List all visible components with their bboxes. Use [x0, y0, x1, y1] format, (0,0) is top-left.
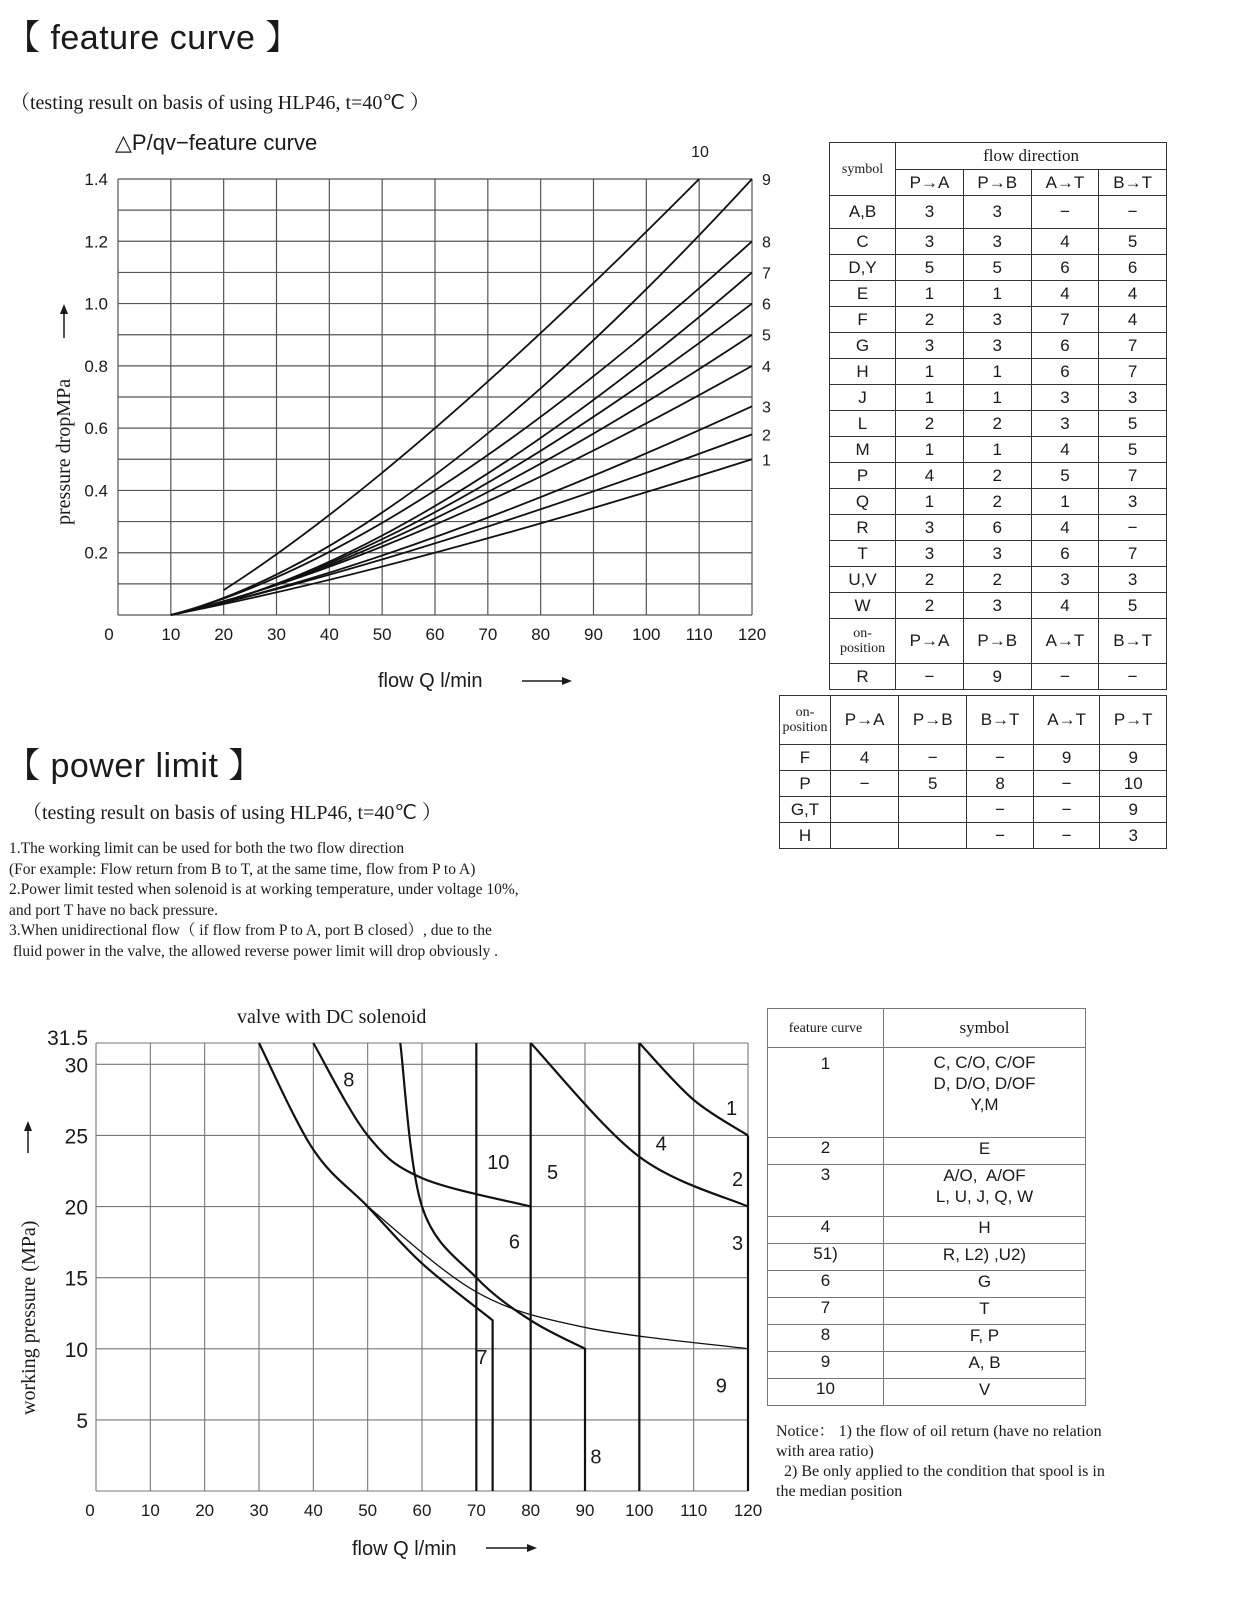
x-tick-label: 60 — [412, 1501, 432, 1520]
y-tick-label: 31.5 — [47, 1027, 88, 1050]
x-tick-label: 40 — [303, 1501, 323, 1520]
x-tick-label: 20 — [195, 1501, 215, 1520]
table-cell: − — [896, 664, 964, 690]
symbol-header: symbol — [830, 143, 896, 196]
table-row — [830, 281, 1167, 307]
table-cell: B→T — [1099, 619, 1167, 664]
chart1-ylabel: pressure dropMPa — [53, 378, 75, 525]
table-cell: 5 — [1099, 411, 1167, 437]
flow-direction-header: flow direction — [896, 143, 1167, 170]
notice-line: the median position — [776, 1483, 903, 1500]
table-cell: on- position — [830, 619, 896, 664]
x-tick-label: 100 — [632, 625, 661, 644]
row-symbol: A,B — [830, 196, 896, 229]
table-cell: P→A — [831, 696, 899, 745]
chart2-xlabel: flow Q l/min — [352, 1538, 457, 1560]
x-tick-label: 0 — [104, 625, 114, 644]
table-cell: 6 — [1031, 359, 1099, 385]
table-cell: 8 — [768, 1325, 884, 1352]
row-symbol: P — [830, 463, 896, 489]
y-tick-label: 0.6 — [84, 419, 108, 439]
table-row — [830, 255, 1167, 281]
table-cell: 3 — [896, 541, 964, 567]
x-tick-label: 50 — [372, 625, 392, 644]
table-cell: 4 — [1031, 593, 1099, 619]
table-cell: 3 — [1099, 385, 1167, 411]
table-cell: 5 — [1031, 463, 1099, 489]
table-cell: 5 — [1099, 593, 1167, 619]
series-label: 8 — [590, 1446, 602, 1469]
x-tick-label: 70 — [466, 1501, 486, 1520]
table-cell: 5 — [896, 255, 964, 281]
table-cell: 1 — [896, 385, 964, 411]
table-cell — [831, 823, 899, 849]
table-cell: 4 — [831, 745, 899, 771]
symbol-column-header: symbol — [884, 1009, 1086, 1048]
row-symbol: G — [830, 333, 896, 359]
table-cell: 1 — [963, 281, 1031, 307]
power-limit-condition: （testing result on basis of using HLP46, t=40℃ ） — [22, 802, 442, 824]
table-cell: 8 — [967, 771, 1034, 797]
series-line-7 — [259, 1043, 493, 1491]
chart1-grid — [118, 179, 752, 615]
table-cell: 7 — [768, 1298, 884, 1325]
table-cell: 1 — [1031, 489, 1099, 515]
y-tick-label: 1.2 — [84, 232, 108, 252]
table-cell: F, P — [884, 1325, 1086, 1352]
table-cell: − — [1099, 515, 1167, 541]
note-line: 1.The working limit can be used for both the two flow direction — [9, 840, 405, 857]
series-label: 8 — [343, 1069, 355, 1092]
y-tick-label: 0.8 — [84, 356, 108, 376]
table-cell: F — [780, 745, 831, 771]
table-cell: 9 — [963, 664, 1031, 690]
x-tick-label: 90 — [584, 625, 603, 644]
column-header: P→A — [896, 170, 964, 196]
table-cell: 6 — [1031, 333, 1099, 359]
table-row — [780, 823, 1167, 849]
table-cell: 3 — [963, 307, 1031, 333]
table-row — [768, 1138, 1086, 1165]
row-symbol: D,Y — [830, 255, 896, 281]
table-cell — [899, 797, 967, 823]
row-symbol: W — [830, 593, 896, 619]
table-row — [768, 1352, 1086, 1379]
table-cell: on- position — [780, 696, 831, 745]
table-cell: 5 — [1099, 437, 1167, 463]
series-label: 8 — [762, 234, 771, 252]
series-label: 4 — [762, 358, 771, 376]
table-cell: 2 — [963, 463, 1031, 489]
table-cell: P→T — [1100, 696, 1167, 745]
notice-text — [776, 1422, 1105, 1502]
chart1-series — [171, 144, 771, 615]
table-cell: A/O, A/OF L, U, J, Q, W — [884, 1165, 1086, 1217]
table-cell: 2 — [963, 489, 1031, 515]
table-row — [768, 1298, 1086, 1325]
y-tick-label: 20 — [64, 1196, 88, 1220]
table-cell: 3 — [963, 333, 1031, 359]
table-row — [830, 567, 1167, 593]
series-label: 10 — [487, 1152, 510, 1175]
table-cell: 3 — [896, 515, 964, 541]
x-tick-label: 110 — [680, 1501, 708, 1520]
table-cell: 1 — [963, 359, 1031, 385]
table-cell: − — [967, 745, 1034, 771]
table-cell: P→B — [963, 619, 1031, 664]
table-cell: P→B — [899, 696, 967, 745]
series-label: 2 — [762, 427, 771, 445]
table-cell: − — [1099, 196, 1167, 229]
power-limit-chart — [0, 995, 790, 1622]
table-cell: P — [780, 771, 831, 797]
series-label: 3 — [732, 1233, 744, 1256]
table-row — [830, 489, 1167, 515]
chart2-ylabel-arrow — [24, 1121, 32, 1153]
table-cell: E — [884, 1138, 1086, 1165]
table-cell: 3 — [768, 1165, 884, 1217]
note-line: fluid power in the valve, the allowed reverse power limit will drop obviously . — [9, 942, 498, 960]
row-symbol: E — [830, 281, 896, 307]
table-cell: 9 — [1100, 797, 1167, 823]
table-cell: 2 — [896, 593, 964, 619]
table-row — [768, 1325, 1086, 1352]
x-tick-label: 60 — [425, 625, 445, 644]
table-row — [830, 541, 1167, 567]
row-symbol: R — [830, 515, 896, 541]
table-cell: 7 — [1099, 541, 1167, 567]
table-cell: 3 — [896, 196, 964, 229]
y-tick-label: 0.2 — [84, 543, 108, 563]
row-symbol: C — [830, 229, 896, 255]
x-tick-label: 120 — [737, 625, 767, 644]
table-cell: 1 — [896, 281, 964, 307]
x-tick-label: 0 — [85, 1501, 95, 1520]
notice-line: with area ratio) — [776, 1443, 874, 1460]
table-row — [830, 593, 1167, 619]
table-cell: 9 — [768, 1352, 884, 1379]
x-tick-label: 30 — [267, 625, 286, 644]
table-cell: 3 — [896, 229, 964, 255]
table-cell: 10 — [1100, 771, 1167, 797]
table-cell: 6 — [963, 515, 1031, 541]
table-cell: 6 — [1031, 255, 1099, 281]
chart2-ylabel: working pressure (MPa) — [18, 1220, 40, 1415]
table-cell: − — [1033, 771, 1100, 797]
table-row — [780, 771, 1167, 797]
power-limit-notes — [9, 839, 519, 962]
table-cell: 10 — [768, 1379, 884, 1406]
column-header: P→B — [963, 170, 1031, 196]
row-symbol: J — [830, 385, 896, 411]
y-tick-label: 1.4 — [84, 170, 108, 189]
table-row — [830, 515, 1167, 541]
series-label: 5 — [546, 1162, 559, 1184]
table-cell: 51) — [768, 1244, 884, 1271]
y-tick-label: 0.4 — [84, 481, 108, 501]
table-cell: 9 — [1033, 745, 1100, 771]
table-cell: 2 — [963, 567, 1031, 593]
table-cell: 6 — [768, 1271, 884, 1298]
table-row — [830, 437, 1167, 463]
table-row — [768, 1217, 1086, 1244]
series-label: 3 — [762, 399, 771, 417]
table-cell: 2 — [896, 411, 964, 437]
table-row — [830, 333, 1167, 359]
table-row — [830, 196, 1167, 229]
table-cell: 3 — [1099, 567, 1167, 593]
series-label: 1 — [762, 452, 771, 470]
flow-direction-table — [829, 142, 1167, 690]
column-header: A→T — [1031, 170, 1099, 196]
table-row — [830, 411, 1167, 437]
table-cell: − — [899, 745, 967, 771]
chart1-title: △P/qv−feature curve — [115, 130, 318, 155]
series-label: 2 — [732, 1169, 744, 1192]
table-cell: 3 — [963, 541, 1031, 567]
table-cell: G,T — [780, 797, 831, 823]
table-cell: R, L2) ,U2) — [884, 1244, 1086, 1271]
x-tick-label: 110 — [685, 625, 713, 644]
table-cell: 1 — [768, 1048, 884, 1138]
table-cell: 3 — [1031, 385, 1099, 411]
table-row — [768, 1244, 1086, 1271]
table-cell: A→T — [1033, 696, 1100, 745]
y-tick-label: 5 — [76, 1409, 88, 1433]
x-tick-label: 90 — [575, 1501, 595, 1520]
table-row — [830, 463, 1167, 489]
feature-curve-heading: 【 feature curve 】 — [6, 19, 300, 57]
table-cell — [831, 797, 899, 823]
table-cell: 7 — [1099, 333, 1167, 359]
table-cell: − — [1033, 823, 1100, 849]
on-position-table — [779, 695, 1167, 849]
y-tick-label: 1.0 — [84, 294, 108, 314]
curve-symbol-table — [767, 1008, 1086, 1406]
table-row — [830, 359, 1167, 385]
table-cell: 5 — [963, 255, 1031, 281]
table-cell: 3 — [896, 333, 964, 359]
series-label: 6 — [508, 1231, 521, 1254]
column-header: B→T — [1099, 170, 1167, 196]
x-tick-label: 20 — [214, 625, 234, 644]
table-cell — [899, 823, 967, 849]
table-cell: 4 — [896, 463, 964, 489]
power-limit-heading: 【 power limit 】 — [6, 747, 263, 785]
chart1-xlabel: flow Q l/min — [378, 670, 483, 692]
table-cell: 3 — [963, 229, 1031, 255]
feature-curve-condition: （testing result on basis of using HLP46, t=40℃ ） — [10, 92, 430, 114]
chart1-ylabel-arrow — [60, 304, 68, 338]
table-cell: 3 — [963, 196, 1031, 229]
table-cell: T — [884, 1298, 1086, 1325]
table-cell: 6 — [1031, 541, 1099, 567]
table-cell: 6 — [1099, 255, 1167, 281]
x-tick-label: 10 — [140, 1501, 160, 1520]
notice-line: Notice： 1) the flow of oil return (have no relation — [776, 1423, 1102, 1440]
table-cell: 3 — [1099, 489, 1167, 515]
series-label: 6 — [762, 296, 771, 314]
x-tick-label: 70 — [478, 625, 498, 644]
note-line: 3.When unidirectional flow（ if flow from P to A, port B closed）, due to the — [9, 922, 492, 939]
table-row — [780, 797, 1167, 823]
table-cell: 2 — [768, 1138, 884, 1165]
table-cell: C, C/O, C/OF D, D/O, D/OF Y,M — [884, 1048, 1086, 1138]
table-cell: H — [884, 1217, 1086, 1244]
table-cell: A→T — [1031, 619, 1099, 664]
pressure-drop-chart — [0, 120, 790, 705]
table-row — [768, 1271, 1086, 1298]
table-cell: R — [830, 664, 896, 690]
table-cell: − — [831, 771, 899, 797]
table-cell: 5 — [1099, 229, 1167, 255]
row-symbol: Q — [830, 489, 896, 515]
table-cell: G — [884, 1271, 1086, 1298]
table-cell: 1 — [896, 489, 964, 515]
table-cell: 2 — [896, 307, 964, 333]
table-cell: 3 — [1100, 823, 1167, 849]
chart1-xlabel-arrow — [522, 677, 572, 685]
row-symbol: L — [830, 411, 896, 437]
row-symbol: T — [830, 541, 896, 567]
chart2-ticks — [47, 1027, 762, 1520]
table-row — [768, 1165, 1086, 1217]
table-cell: 7 — [1099, 463, 1167, 489]
table-row — [768, 1379, 1086, 1406]
x-tick-label: 80 — [521, 1501, 541, 1520]
table-row — [830, 664, 1167, 690]
table-cell: P→A — [896, 619, 964, 664]
table-cell: − — [1033, 797, 1100, 823]
y-tick-label: 25 — [64, 1125, 88, 1149]
table-cell: 4 — [1099, 307, 1167, 333]
series-label: 9 — [715, 1375, 727, 1398]
table-cell: − — [1031, 664, 1099, 690]
x-tick-label: 30 — [249, 1501, 269, 1520]
notice-line: 2) Be only applied to the condition that spool is in — [776, 1463, 1105, 1480]
table-cell: 1 — [963, 437, 1031, 463]
row-symbol: U,V — [830, 567, 896, 593]
x-tick-label: 120 — [733, 1501, 763, 1520]
note-line: (For example: Flow return from B to T, at the same time, flow from P to A) — [9, 860, 476, 878]
table-row — [768, 1048, 1086, 1138]
table-cell: 2 — [896, 567, 964, 593]
table-cell: 4 — [768, 1217, 884, 1244]
x-tick-label: 50 — [358, 1501, 378, 1520]
x-tick-label: 100 — [625, 1501, 654, 1520]
table-cell: 3 — [963, 593, 1031, 619]
y-tick-label: 10 — [64, 1338, 88, 1362]
table-cell: H — [780, 823, 831, 849]
x-tick-label: 40 — [319, 625, 339, 644]
table-cell: 4 — [1031, 515, 1099, 541]
table-cell: 4 — [1099, 281, 1167, 307]
x-tick-label: 80 — [531, 625, 551, 644]
table-cell: 1 — [896, 437, 964, 463]
row-symbol: M — [830, 437, 896, 463]
table-row — [780, 745, 1167, 771]
table-row — [830, 385, 1167, 411]
series-label: 7 — [762, 265, 771, 283]
table-cell: 4 — [1031, 229, 1099, 255]
table-cell: A, B — [884, 1352, 1086, 1379]
table-cell: 1 — [963, 385, 1031, 411]
chart2-title: valve with DC solenoid — [237, 1006, 427, 1028]
chart2-series — [259, 1043, 748, 1491]
table-cell: 5 — [899, 771, 967, 797]
y-tick-label: 30 — [64, 1054, 88, 1078]
table-cell: 7 — [1099, 359, 1167, 385]
chart2-xlabel-arrow — [486, 1544, 537, 1552]
table-cell: − — [1099, 664, 1167, 690]
row-symbol: F — [830, 307, 896, 333]
y-tick-label: 15 — [64, 1267, 88, 1291]
table-cell: 3 — [1031, 411, 1099, 437]
table-cell: 9 — [1100, 745, 1167, 771]
chart2-grid — [96, 1043, 748, 1491]
series-line-5 — [171, 335, 752, 615]
table-cell: B→T — [967, 696, 1034, 745]
series-label: 7 — [476, 1346, 488, 1369]
table-cell: − — [1031, 196, 1099, 229]
series-line-2 — [171, 434, 752, 615]
series-label: 4 — [655, 1133, 667, 1156]
table-row — [830, 229, 1167, 255]
series-line-7 — [171, 272, 752, 615]
table-row — [830, 307, 1167, 333]
x-tick-label: 10 — [161, 625, 181, 644]
feature-curve-header: feature curve — [768, 1009, 884, 1048]
table-cell: 4 — [1031, 437, 1099, 463]
series-label: 5 — [762, 327, 771, 345]
table-cell: − — [967, 823, 1034, 849]
table-cell: 2 — [963, 411, 1031, 437]
series-label: 1 — [726, 1098, 738, 1120]
table-cell: 4 — [1031, 281, 1099, 307]
table-cell: − — [967, 797, 1034, 823]
table-cell: 3 — [1031, 567, 1099, 593]
series-label: 10 — [691, 144, 709, 161]
note-line: 2.Power limit tested when solenoid is at working temperature, under voltage 10%, — [9, 881, 519, 898]
table-cell: 7 — [1031, 307, 1099, 333]
table-cell: V — [884, 1379, 1086, 1406]
table-cell: 1 — [896, 359, 964, 385]
row-symbol: H — [830, 359, 896, 385]
series-label: 9 — [762, 172, 771, 189]
note-line: and port T have no back pressure. — [9, 901, 219, 919]
